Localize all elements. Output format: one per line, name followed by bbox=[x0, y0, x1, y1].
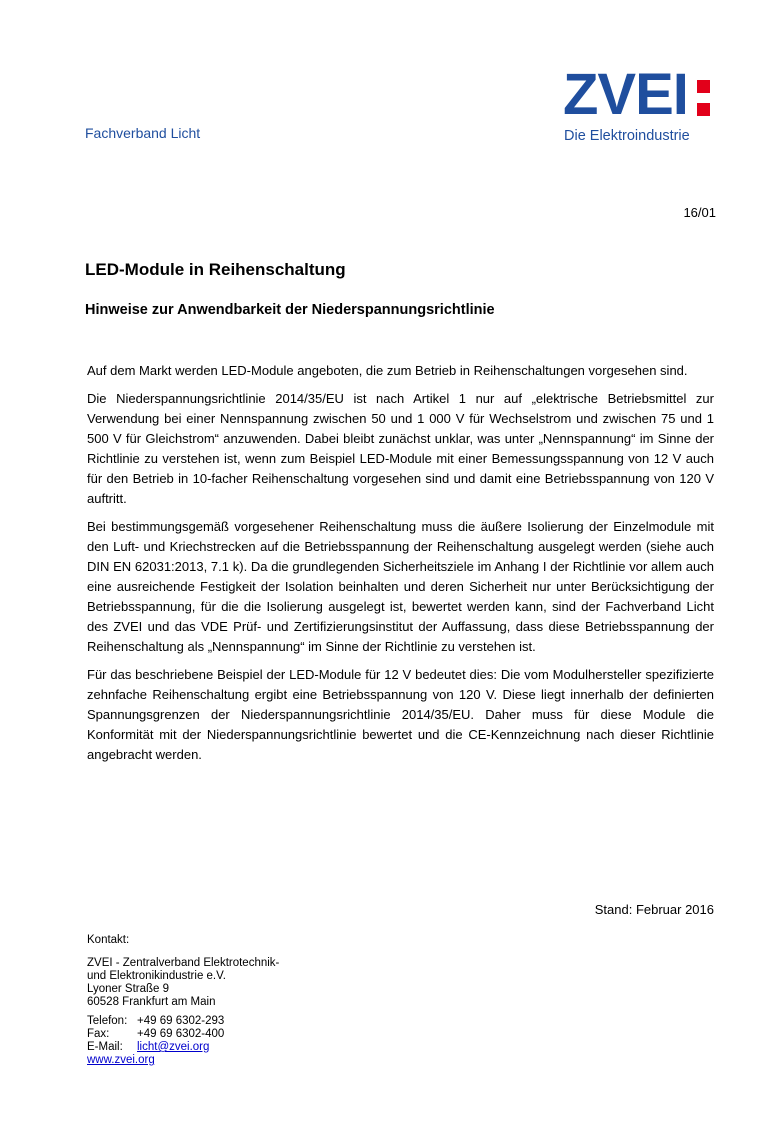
zvei-logo bbox=[563, 62, 723, 148]
contact-email-row bbox=[87, 1041, 279, 1054]
contact-fax-row bbox=[87, 1028, 279, 1041]
website-link[interactable]: www.zvei.org bbox=[87, 1054, 155, 1066]
document-number: 16/01 bbox=[683, 205, 716, 220]
paragraph: Die Niederspannungsrichtlinie 2014/35/EU ist nach Artikel 1 nur auf „elektrische Betriebsmittel zur Verwendung bei einer Nennspannung zwischen 50 und 1 000 V für Wechselstrom und zwischen 75 und 1 500 V für Gleichstrom“ anzuwenden. Dabei bleibt zunächst unklar, was unter „Nennspannung“ im Sinne der Richtlinie zu verstehen ist, wenn zum Beispiel LED-Module mit einer Bemessungsspannung von 12 V auch für den Betrieb in 10-facher Reihenschaltung vorgesehen sind und damit eine Betriebsspannung von 120 V auftritt. bbox=[87, 391, 714, 506]
phone-label: Telefon: bbox=[87, 1015, 128, 1027]
email-link[interactable]: licht@zvei.org bbox=[137, 1041, 210, 1053]
paragraph: Für das beschriebene Beispiel der LED-Module für 12 V bedeutet dies: Die vom Modulhersteller spezifizierte zehnfache Reihenschaltung ergibt eine Betriebsspannung von 120 V. Diese liegt innerhalb der definierten Spannungsgrenzen der Niederspannungsrichtlinie 2014/35/EU. Daher muss für diese Module die Konformität mit der Niederspannungsrichtlinie bewertet und die CE-Kennzeichnung nach dieser Richtlinie angebracht werden. bbox=[87, 667, 714, 762]
contact-phone-row bbox=[87, 1015, 279, 1028]
paragraph: Bei bestimmungsgemäß vorgesehener Reihenschaltung muss die äußere Isolierung der Einzelmodule mit den Luft- und Kriechstrecken auf die Betriebsspannung der Reihenschaltung ausgelegt werden (siehe auch DIN EN 62031:2013, 7.1 k). Da die grundlegenden Sicherheitsziele im Anhang I der Richtlinie vor allem auch eine ausreichende Festigkeit der Isolation beinhalten und deren Sicherheit nur unter Berücksichtigung der Betriebsspannung, für die die Isolierung ausgelegt ist, bewertet werden kann, sind der Fachverband Licht des ZVEI und das VDE Prüf- und Zertifizierungsinstitut der Auffassung, dass diese Betriebsspannung der Reihenschaltung als „Nennspannung“ im Sinne der Richtlinie zu verstehen ist. bbox=[87, 519, 714, 654]
contact-org-line-2: und Elektronikindustrie e.V. bbox=[87, 970, 226, 982]
phone-number: +49 69 6302-293 bbox=[137, 1015, 225, 1027]
logo-tagline: Die Elektroindustrie bbox=[564, 128, 690, 144]
contact-org-line-1: ZVEI - Zentralverband Elektrotechnik- bbox=[87, 957, 280, 969]
contact-heading: Kontakt: bbox=[87, 934, 130, 946]
body-text bbox=[87, 361, 714, 773]
fax-number: +49 69 6302-400 bbox=[137, 1028, 225, 1040]
logo-wordmark: ZVEI bbox=[563, 62, 688, 127]
fax-label: Fax: bbox=[87, 1028, 110, 1040]
document-subtitle: Hinweise zur Anwendbarkeit der Niederspannungsrichtlinie bbox=[85, 302, 495, 318]
logo-colon-mark bbox=[697, 80, 711, 116]
paragraph: Auf dem Markt werden LED-Module angeboten, die zum Betrieb in Reihenschaltungen vorgesehen sind. bbox=[87, 363, 688, 378]
contact-block bbox=[87, 934, 279, 1067]
contact-city: 60528 Frankfurt am Main bbox=[87, 996, 216, 1008]
document-title: LED-Module in Reihenschaltung bbox=[85, 260, 346, 279]
contact-street: Lyoner Straße 9 bbox=[87, 983, 170, 995]
date-line: Stand: Februar 2016 bbox=[594, 902, 714, 917]
header-unit-name: Fachverband Licht bbox=[85, 125, 201, 141]
contact-website-row bbox=[87, 1054, 279, 1067]
email-label: E-Mail: bbox=[87, 1041, 123, 1053]
